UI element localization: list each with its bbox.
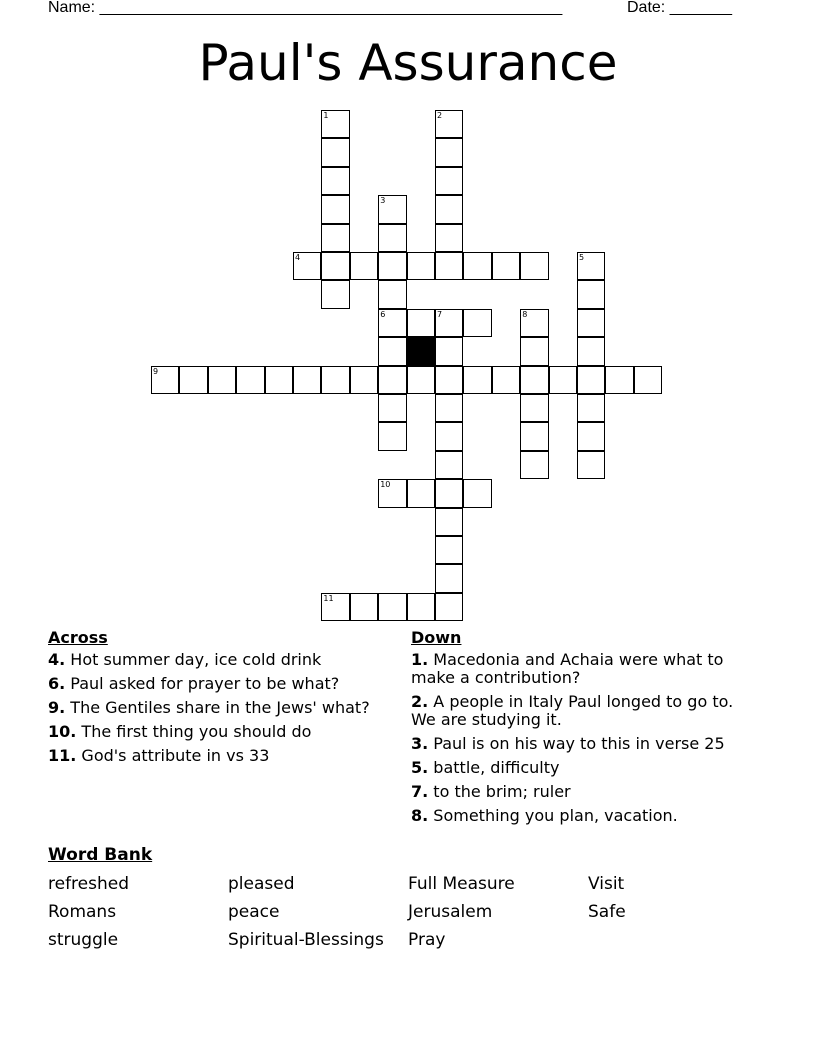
grid-cell[interactable] bbox=[577, 451, 605, 479]
down-clue bbox=[411, 807, 756, 825]
word-bank-item: Visit bbox=[588, 874, 625, 894]
grid-cell[interactable] bbox=[321, 224, 349, 252]
grid-cell[interactable] bbox=[435, 366, 463, 394]
across-clue bbox=[48, 675, 378, 693]
grid-cell[interactable] bbox=[435, 422, 463, 450]
grid-cell[interactable] bbox=[577, 422, 605, 450]
across-clue bbox=[48, 723, 378, 741]
black-cell bbox=[407, 337, 435, 365]
grid-cell[interactable] bbox=[435, 224, 463, 252]
page-title: Paul's Assurance bbox=[198, 34, 618, 92]
grid-cell[interactable] bbox=[577, 309, 605, 337]
clue-number: 10 bbox=[380, 480, 391, 490]
across-clue bbox=[48, 699, 378, 717]
grid-cell[interactable] bbox=[577, 337, 605, 365]
grid-cell[interactable] bbox=[492, 366, 520, 394]
word-bank-item: Pray bbox=[408, 930, 446, 950]
grid-cell[interactable] bbox=[407, 309, 435, 337]
grid-cell[interactable] bbox=[435, 536, 463, 564]
grid-cell[interactable] bbox=[435, 167, 463, 195]
word-bank-item: refreshed bbox=[48, 874, 130, 894]
clue-number: 5 bbox=[579, 253, 585, 262]
grid-cell[interactable] bbox=[321, 138, 349, 166]
clue-num: 6. bbox=[48, 674, 66, 693]
clue-num: 10. bbox=[48, 722, 77, 741]
grid-cell[interactable] bbox=[520, 252, 548, 280]
grid-cell[interactable] bbox=[236, 366, 264, 394]
grid-cell[interactable] bbox=[407, 252, 435, 280]
grid-cell[interactable] bbox=[463, 366, 491, 394]
grid-cell[interactable] bbox=[378, 280, 406, 308]
grid-cell[interactable] bbox=[435, 195, 463, 223]
clue-num: 2. bbox=[411, 692, 429, 711]
clue-num: 11. bbox=[48, 746, 77, 765]
clue-text: Hot summer day, ice cold drink bbox=[65, 650, 322, 669]
grid-cell[interactable] bbox=[350, 366, 378, 394]
down-clue bbox=[411, 651, 756, 687]
grid-cell[interactable] bbox=[378, 422, 406, 450]
grid-cell[interactable] bbox=[407, 479, 435, 507]
clue-number: 2 bbox=[437, 111, 443, 120]
across-clue bbox=[48, 651, 378, 669]
clue-text: battle, difficulty bbox=[428, 758, 560, 777]
grid-cell[interactable] bbox=[435, 138, 463, 166]
clue-text: Paul asked for prayer to be what? bbox=[65, 674, 340, 693]
grid-cell[interactable] bbox=[577, 280, 605, 308]
clue-num: 9. bbox=[48, 698, 66, 717]
down-clue bbox=[411, 693, 756, 729]
across-clues bbox=[48, 629, 378, 771]
grid-cell[interactable] bbox=[435, 479, 463, 507]
word-bank-heading: Word Bank bbox=[48, 845, 153, 865]
across-clue-list bbox=[48, 651, 378, 765]
grid-cell[interactable] bbox=[520, 451, 548, 479]
clue-number: 7 bbox=[437, 309, 443, 319]
word-bank-item: peace bbox=[228, 902, 280, 922]
clue-number: 8 bbox=[522, 309, 528, 319]
clue-num: 5. bbox=[411, 758, 429, 777]
clue-text: God's attribute in vs 33 bbox=[76, 746, 270, 765]
grid-cell[interactable] bbox=[435, 451, 463, 479]
grid-cell[interactable] bbox=[378, 394, 406, 422]
clue-text: A people in Italy Paul longed to go to. We are studying it. bbox=[411, 692, 734, 729]
grid-cell[interactable] bbox=[605, 366, 633, 394]
clue-num: 4. bbox=[48, 650, 66, 669]
grid-cell[interactable] bbox=[378, 224, 406, 252]
grid-cell[interactable] bbox=[407, 366, 435, 394]
down-clue bbox=[411, 735, 756, 753]
down-clues bbox=[411, 629, 756, 831]
grid-cell[interactable] bbox=[520, 366, 548, 394]
clue-num: 8. bbox=[411, 806, 429, 825]
word-bank bbox=[48, 874, 768, 950]
grid-cell[interactable] bbox=[378, 366, 406, 394]
across-clue bbox=[48, 747, 378, 765]
grid-cell[interactable] bbox=[435, 593, 463, 621]
grid-cell[interactable] bbox=[435, 337, 463, 365]
grid-cell[interactable] bbox=[463, 252, 491, 280]
grid-cell[interactable] bbox=[634, 366, 662, 394]
grid-cell[interactable] bbox=[463, 479, 491, 507]
down-clue-list bbox=[411, 651, 756, 825]
clue-number: 6 bbox=[380, 309, 386, 319]
across-heading: Across bbox=[48, 628, 108, 647]
grid-cell[interactable] bbox=[321, 280, 349, 308]
grid-cell[interactable] bbox=[321, 366, 349, 394]
grid-cell[interactable] bbox=[520, 394, 548, 422]
grid-cell[interactable] bbox=[350, 252, 378, 280]
word-bank-item: Romans bbox=[48, 902, 117, 922]
grid-cell[interactable] bbox=[492, 252, 520, 280]
grid-cell[interactable] bbox=[293, 366, 321, 394]
grid-cell[interactable] bbox=[378, 252, 406, 280]
clue-num: 7. bbox=[411, 782, 429, 801]
grid-cell[interactable] bbox=[520, 422, 548, 450]
grid-cell[interactable] bbox=[350, 593, 378, 621]
grid-cell[interactable] bbox=[577, 394, 605, 422]
grid-cell[interactable] bbox=[577, 366, 605, 394]
word-bank-item: Full Measure bbox=[408, 874, 515, 894]
grid-cell[interactable] bbox=[463, 309, 491, 337]
grid-cell[interactable] bbox=[435, 508, 463, 536]
date-label: Date: _______ bbox=[627, 0, 732, 16]
clue-num: 3. bbox=[411, 734, 429, 753]
clue-number: 1 bbox=[323, 111, 329, 120]
word-bank-item: Safe bbox=[588, 902, 626, 922]
grid-cell[interactable] bbox=[208, 366, 236, 394]
grid-cell[interactable] bbox=[435, 564, 463, 592]
word-bank-item: Jerusalem bbox=[408, 902, 493, 922]
word-bank-item: Spiritual-Blessings bbox=[228, 930, 384, 950]
grid-cell[interactable] bbox=[435, 394, 463, 422]
grid-cell[interactable] bbox=[407, 593, 435, 621]
down-clue bbox=[411, 783, 756, 801]
grid-cell[interactable] bbox=[378, 337, 406, 365]
grid-cell[interactable] bbox=[265, 366, 293, 394]
clue-number: 11 bbox=[323, 593, 334, 603]
clue-number: 4 bbox=[295, 253, 301, 262]
grid-cell[interactable] bbox=[321, 252, 349, 280]
clue-num: 1. bbox=[411, 650, 429, 669]
clue-number: 9 bbox=[153, 366, 159, 376]
clue-text: The Gentiles share in the Jews' what? bbox=[65, 698, 370, 717]
clue-text: Paul is on his way to this in verse 25 bbox=[428, 734, 725, 753]
grid-cell[interactable] bbox=[321, 195, 349, 223]
word-bank-item: pleased bbox=[228, 874, 295, 894]
grid-cell[interactable] bbox=[549, 366, 577, 394]
grid-cell[interactable] bbox=[321, 167, 349, 195]
clue-text: The first thing you should do bbox=[76, 722, 312, 741]
grid-cell[interactable] bbox=[435, 252, 463, 280]
clue-text: Macedonia and Achaia were what to make a contribution? bbox=[411, 650, 724, 687]
grid-cell[interactable] bbox=[179, 366, 207, 394]
down-clue bbox=[411, 759, 756, 777]
word-bank-item: struggle bbox=[48, 930, 119, 950]
grid-cell[interactable] bbox=[520, 337, 548, 365]
clue-text: Something you plan, vacation. bbox=[428, 806, 678, 825]
name-label: Name: ____________________________________________________ bbox=[48, 0, 563, 16]
clue-text: to the brim; ruler bbox=[428, 782, 571, 801]
clue-number: 3 bbox=[380, 196, 386, 206]
grid-cell[interactable] bbox=[378, 593, 406, 621]
down-heading: Down bbox=[411, 628, 462, 647]
